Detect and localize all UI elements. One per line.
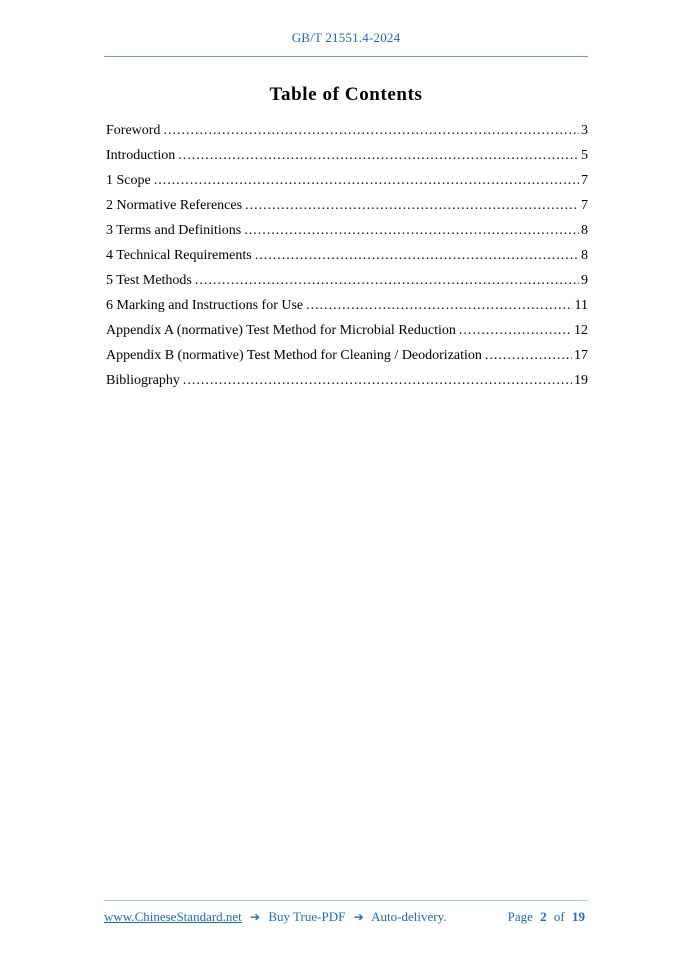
buy-true-pdf-label: Buy True-PDF (268, 909, 346, 924)
toc-entry-label: Foreword (106, 123, 161, 138)
footer-promo (104, 909, 447, 925)
of-word: of (553, 909, 565, 924)
toc-dot-leader (178, 143, 579, 168)
toc-entry-page: 9 (581, 273, 588, 288)
toc-entry[interactable] (106, 268, 588, 293)
toc-dot-leader (163, 118, 579, 143)
toc-dot-leader (195, 268, 579, 293)
toc-entry-label: Bibliography (106, 373, 180, 388)
right-arrow-icon: ➔ (250, 910, 261, 924)
current-page-number: 2 (540, 909, 547, 924)
toc-entry-label: 3 Terms and Definitions (106, 223, 242, 238)
toc-dot-leader (245, 193, 579, 218)
toc-entry-label: 5 Test Methods (106, 273, 192, 288)
toc-entry[interactable] (106, 218, 588, 243)
toc-dot-leader (183, 368, 572, 393)
toc-entry-page: 7 (581, 173, 588, 188)
toc-entry-label: Appendix A (normative) Test Method for Microbial Reduction (106, 323, 456, 338)
toc-entry[interactable] (106, 243, 588, 268)
toc-entry-page: 11 (574, 298, 588, 313)
toc-entry-label: Introduction (106, 148, 176, 163)
toc-entry-page: 7 (581, 198, 588, 213)
toc-entry[interactable] (106, 318, 588, 343)
toc-entry-page: 12 (574, 323, 588, 338)
toc-entry[interactable] (106, 293, 588, 318)
toc-entry-page: 19 (574, 373, 588, 388)
auto-delivery-label: Auto-delivery. (371, 909, 447, 924)
toc-dot-leader (306, 293, 572, 318)
toc-dot-leader (255, 243, 579, 268)
toc-list (106, 118, 588, 393)
toc-dot-leader (154, 168, 579, 193)
toc-entry-label: 2 Normative References (106, 198, 243, 213)
toc-entry-label: 1 Scope (106, 173, 151, 188)
toc-entry[interactable] (106, 143, 588, 168)
toc-entry-page: 8 (581, 248, 588, 263)
page-word: Page (507, 909, 533, 924)
toc-entry[interactable] (106, 343, 588, 368)
footer-rule (104, 900, 588, 901)
toc-entry-page: 17 (574, 348, 588, 363)
toc-dot-leader (485, 343, 572, 368)
header-rule (104, 56, 588, 57)
standard-code: GB/T 21551.4-2024 (291, 30, 401, 45)
page-header (104, 30, 588, 57)
toc-entry-label: Appendix B (normative) Test Method for Cleaning / Deodorization (106, 348, 482, 363)
toc-entry-label: 4 Technical Requirements (106, 248, 252, 263)
website-link[interactable]: www.ChineseStandard.net (104, 909, 242, 924)
toc-entry[interactable] (106, 193, 588, 218)
toc-entry[interactable] (106, 368, 588, 393)
toc-entry[interactable] (106, 118, 588, 143)
page-indicator (507, 909, 588, 925)
toc-entry-page: 3 (581, 123, 588, 138)
toc-dot-leader (244, 218, 579, 243)
page-footer (104, 900, 588, 925)
total-page-number: 19 (572, 909, 585, 924)
toc-dot-leader (459, 318, 572, 343)
toc-entry[interactable] (106, 168, 588, 193)
toc-entry-page: 8 (581, 223, 588, 238)
toc-entry-label: 6 Marking and Instructions for Use (106, 298, 304, 313)
toc-entry-page: 5 (581, 148, 588, 163)
right-arrow-icon: ➔ (353, 910, 364, 924)
page-title: Table of Contents (269, 84, 423, 105)
